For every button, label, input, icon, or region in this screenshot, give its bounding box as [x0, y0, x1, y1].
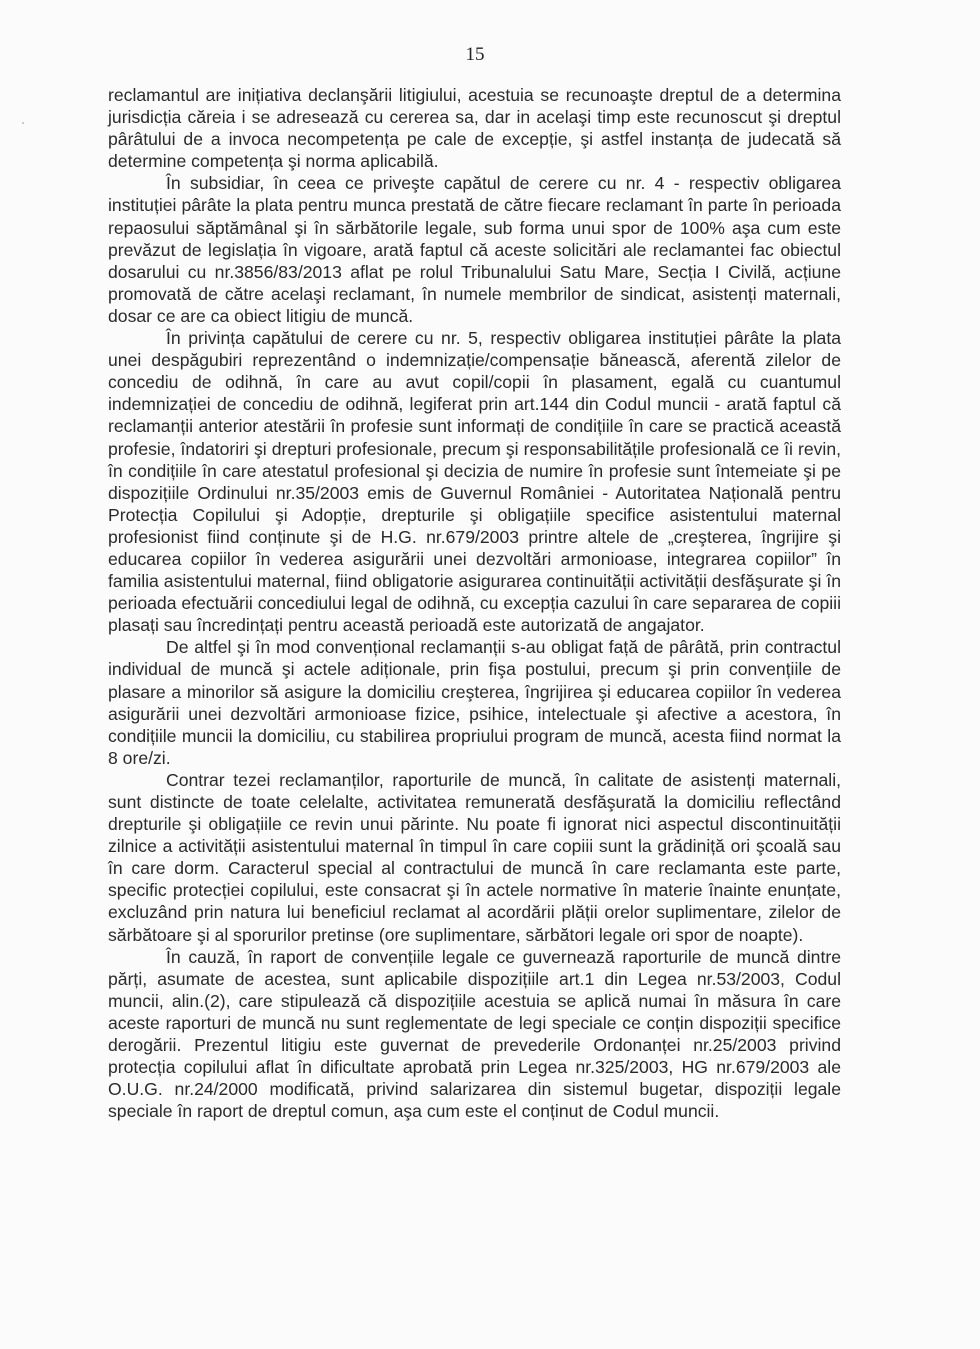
scan-speck	[22, 122, 24, 124]
paragraph-employment-specifics: Contrar tezei reclamanților, raporturile de muncă, în calitate de asistenți maternali, sunt distincte de toate celelalte, activitatea remunerată desfăşurată la domiciliu reflectând drepturile şi obligațiile ce revin unui părinte. Nu poate fi ignorat nici aspectul discontinuității zilnice a activității asistentului maternal în timpul în care copiii sunt la grădiniță ori şcoală sau în care dorm. Caracterul special al contractului de muncă în care reclamanta este parte, specific protecției copilului, este consacrat şi în actele normative în materie înainte enunțate, excluzând prin natura lui beneficiul reclamat al acordării plății orelor suplimentare, zilelor de sărbătoare şi al sporurilor pretinse (ore suplimentare, sărbători legale ori spor de noapte).	[108, 769, 841, 945]
document-body	[108, 84, 841, 1122]
paragraph-contractual-obligations: De altfel şi în mod convențional reclamanții s-au obligat față de pârâtă, prin contractul individual de muncă şi actele adiționale, prin fişa postului, precum şi prin convențiile de plasare a minorilor să asigure la domiciliu creşterea, îngrijirea şi educarea copiilor în vederea asigurării unei dezvoltări armonioase fizice, psihice, intelectuale şi afective a acestora, în condițiile muncii la domiciliu, cu stabilirea propriului program de muncă, acesta fiind normat la 8 ore/zi.	[108, 637, 841, 768]
paragraph-jurisdiction: reclamantul are inițiativa declanşării litigiului, acestuia se recunoaşte dreptul de a determina jurisdicția căreia i se adresează cu cererea sa, dar in acelaşi timp este recunoscut şi dreptul pârâtului de a invoca necompetența pe cale de excepție, şi astfel instanța de judecată să determine competența şi norma aplicabilă.	[108, 85, 841, 172]
page-number: 15	[465, 44, 485, 65]
paragraph-claim-4: În subsidiar, în ceea ce priveşte capătul de cerere cu nr. 4 - respectiv obligarea instituției pârâte la plata pentru munca prestată de către fiecare reclamant în parte în perioada repaosului săptămânal şi în sărbătorile legale, sub forma unui spor de 100% aşa cum este prevăzut de legislația în vigoare, arată faptul că aceste solicitări ale reclamantei fac obiectul dosarului cu nr.3856/83/2013 aflat pe rolul Tribunalului Satu Mare, Secția I Civilă, acțiune promovată de către acelaşi reclamant, în numele membrilor de sindicat, asistenți maternali, dosar ce are ca obiect litigiu de muncă.	[108, 173, 841, 326]
paragraph-applicable-law: În cauză, în raport de convențiile legale ce guvernează raporturile de muncă dintre părți, asumate de acestea, sunt aplicabile dispozițiile art.1 din Legea nr.53/2003, Codul muncii, alin.(2), care stipulează că dispozițiile acestuia se aplică numai în măsura în care aceste raporturi de muncă nu sunt reglementate de legi speciale ce conțin dispoziții specifice derogării. Prezentul litigiu este guvernat de prevederile Ordonanței nr.25/2003 privind protecția copilului aflat în dificultate aprobată prin Legea nr.325/2003, HG nr.679/2003 ale O.U.G. nr.24/2000 modificată, privind salarizarea din sistemul bugetar, dispoziții legale speciale în raport de dreptul comun, aşa cum este el conținut de Codul muncii.	[108, 946, 841, 1122]
paragraph-claim-5: În privința capătului de cerere cu nr. 5, respectiv obligarea instituției pârâte la plata unei despăgubiri reprezentând o indemnizație/compensație bănească, aferentă zilelor de concediu de odihnă, în care au avut copil/copii în plasament, egală cu cuantumul indemnizației de concediu de odihnă, legiferat prin art.144 din Codul muncii - arată faptul că reclamanții anterior atestării în profesie sunt informați de condițiile în care se practică această profesie, îndatoriri şi drepturi profesionale, precum şi responsabilitățile profesională ce îi revin, în condițiile în care atestatul profesional şi decizia de numire în profesie sunt întemeiate şi pe dispozițiile Ordinului nr.35/2003 emis de Guvernul României - Autoritatea Națională pentru Protecția Copilului şi Adopție, drepturile şi obligațiile specifice asistentului maternal profesionist fiind conținute şi de H.G. nr.679/2003 printre altele de „creşterea, îngrijire şi educarea copiilor în vederea asigurării unei dezvoltări armonioase, integrarea copiilor” în familia asistentului maternal, fiind obligatorie asigurarea continuității activității desfăşurate şi în perioada efectuării concediului legal de odihnă, cu excepția cazului în care separarea de copiii plasați sau încredințați pentru această perioadă este autorizată de angajator.	[108, 328, 841, 636]
